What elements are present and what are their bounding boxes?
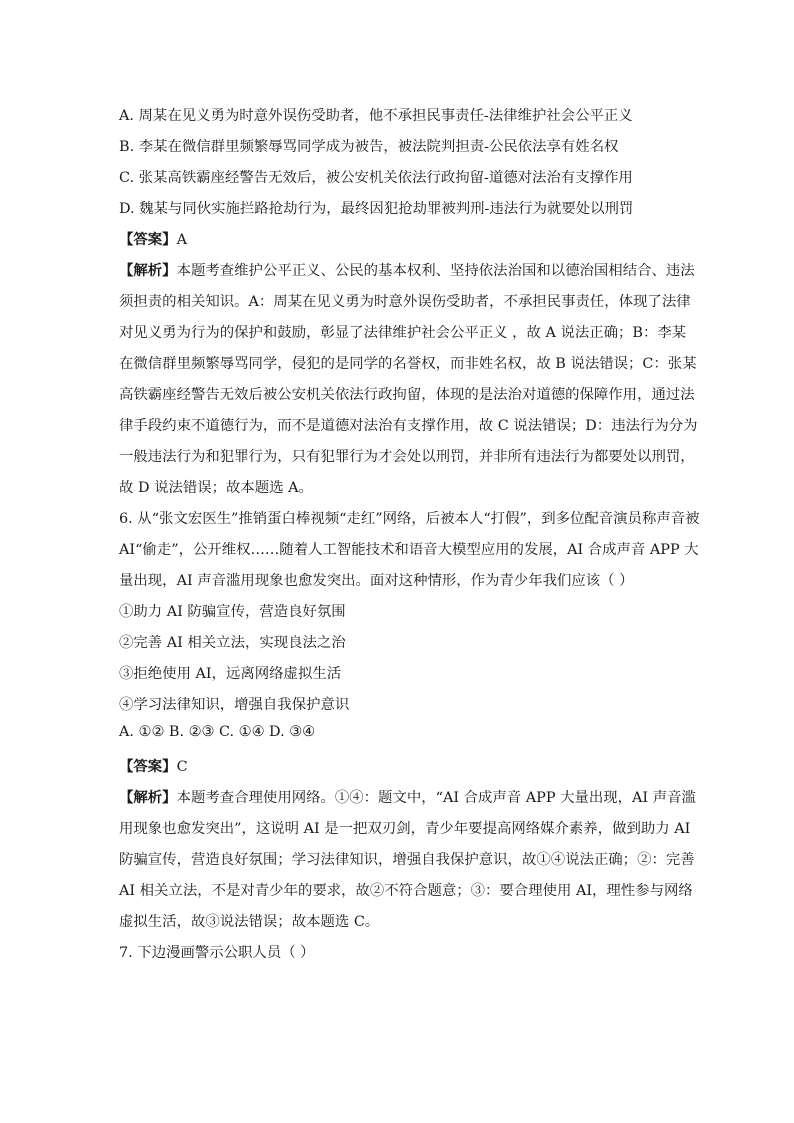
q6-analysis-line: 用现象也愈发突出”，这说明 AI 是一把双刃剑，青少年要提高网络媒介素养，做到助力 AI: [119, 821, 691, 837]
q6-stem-line: 6. 从“张文宏医生”推销蛋白棒视频“走红”网络，后被本人“打假”，到多位配音演员称声音被: [119, 511, 700, 527]
q5-analysis-line: 须担责的相关知识。A：周某在见义勇为时意外误伤受助者，不承担民事责任，体现了法律: [119, 294, 691, 310]
q6-answer: [119, 755, 188, 776]
q6-choices: A. ①② B. ②③ C. ①④ D. ③④: [119, 724, 316, 740]
analysis-text: 本题考查合理使用网络。①④：题文中，“AI 合成声音 APP 大量出现，AI 声音滥: [176, 790, 696, 806]
q5-analysis-line: 在微信群里频繁辱骂同学，侵犯的是同学的名誉权，而非姓名权，故 B 说法错误；C：张某: [119, 356, 697, 372]
q5-analysis-line: 故 D 说法错误；故本题选 A。: [119, 480, 313, 496]
answer-tag: 【答案】: [119, 758, 177, 775]
q7-stem: 7. 下边漫画警示公职人员（ ）: [119, 945, 315, 961]
q6-statement-2: ②完善 AI 相关立法，实现良法之治: [119, 635, 346, 651]
analysis-tag: 【解析】: [119, 262, 177, 279]
q6-analysis-line: AI 相关立法，不是对青少年的要求，故②不符合题意；③：要合理使用 AI，理性参与网络: [119, 883, 693, 899]
q5-analysis-line: 律手段约束不道德行为，而不是道德对法治有支撑作用，故 C 说法错误；D：违法行为分为: [119, 418, 698, 434]
q5-analysis-line: 一般违法行为和犯罪行为，只有犯罪行为才会处以刑罚，并非所有违法行为都要处以刑罚，: [119, 449, 695, 465]
q5-option-b: B. 李某在微信群里频繁辱骂同学成为被告，被法院判担责-公民依法享有姓名权: [119, 139, 619, 155]
analysis-tag: 【解析】: [119, 789, 177, 806]
q6-statement-4: ④学习法律知识，增强自我保护意识: [119, 697, 350, 713]
answer-value: C: [176, 759, 188, 775]
q6-analysis-line: 虚拟生活，故③说法错误；故本题选 C。: [119, 914, 380, 930]
q6-analysis-line: 防骗宣传，营造良好氛围；学习法律知识，增强自我保护意识，故①④说法正确；②：完善: [119, 852, 695, 868]
q6-stem-line: 量出现，AI 声音滥用现象也愈发突出。面对这种情形，作为青少年我们应该（ ）: [119, 573, 634, 589]
q5-answer: [119, 228, 187, 249]
q6-analysis-line: [119, 786, 696, 807]
q5-analysis-line: 对见义勇为行为的保护和鼓励，彰显了法律维护社会公平正义 ，故 A 说法正确；B：李某: [119, 325, 687, 341]
q6-statement-3: ③拒绝使用 AI，远离网络虚拟生活: [119, 666, 342, 682]
q5-option-c: C. 张某高铁霸座经警告无效后，被公安机关依法行政拘留-道德对法治有支撑作用: [119, 170, 633, 186]
q5-analysis-line: [119, 259, 695, 280]
q5-option-d: D. 魏某与同伙实施拦路抢劫行为，最终因犯抢劫罪被判刑-违法行为就要处以刑罚: [119, 201, 634, 217]
answer-value: A: [176, 232, 187, 248]
q6-statement-1: ①助力 AI 防骗宣传，营造良好氛围: [119, 604, 346, 620]
analysis-text: 本题考查维护公平正义、公民的基本权利、坚持依法治国和以德治国相结合、违法: [176, 263, 695, 279]
q5-analysis-line: 高铁霸座经警告无效后被公安机关依法行政拘留，体现的是法治对道德的保障作用，通过法: [119, 387, 695, 403]
answer-tag: 【答案】: [119, 231, 177, 248]
q6-stem-line: AI“偷走”，公开维权……随着人工智能技术和语音大模型应用的发展，AI 合成声音 APP 大: [119, 542, 699, 558]
q5-option-a: A. 周某在见义勇为时意外误伤受助者，他不承担民事责任-法律维护社会公平正义: [119, 108, 633, 124]
